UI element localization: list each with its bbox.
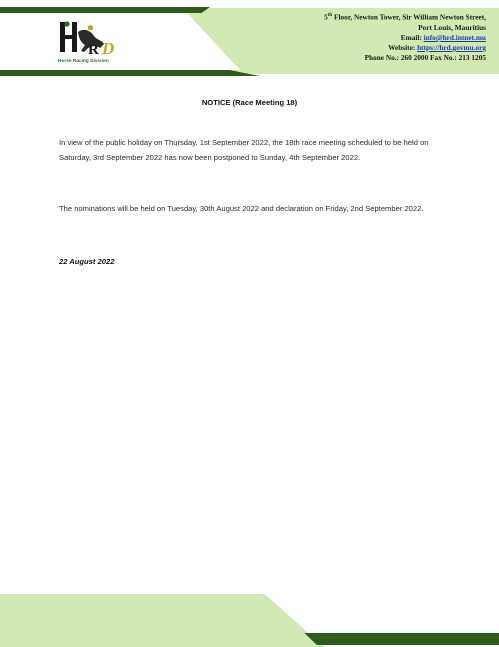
notice-date: 22 August 2022	[59, 257, 115, 266]
contact-block	[324, 11, 486, 63]
header-dark-stripe-top	[0, 7, 210, 13]
address-line-1: 5th Floor, Newton Tower, Sir William Newton Street,	[324, 12, 486, 22]
notice-title: NOTICE (Race Meeting 18)	[201, 98, 298, 107]
website-line: Website: https://hrd.govmu.org	[388, 43, 486, 53]
email-link[interactable]: info@hrd.intnet.mu	[423, 32, 486, 42]
notice-paragraph-1: In view of the public holiday on Thursday, 1st September 2022, the 18th race meeting scheduled to be held on Saturday, 3rd September 2022 has now been postponed to Sunday, 4th September 2022.	[59, 138, 429, 162]
phone-line: Phone No.: 260 2000 Fax No.: 213 1205	[364, 53, 486, 63]
address-line-2: Port Louis, Mauritius	[418, 22, 486, 32]
logo-caption: Horse Racing Division	[58, 58, 109, 63]
svg-text:R: R	[88, 42, 99, 58]
svg-text:D: D	[102, 39, 115, 58]
notice-paragraph-2: The nominations will be held on Tuesday, 30th August 2022 and declaration on Friday, 2nd September 2022.	[59, 204, 424, 213]
email-line: Email: info@hrd.intnet.mu	[400, 32, 486, 42]
website-link[interactable]: https://hrd.govmu.org	[417, 43, 486, 53]
